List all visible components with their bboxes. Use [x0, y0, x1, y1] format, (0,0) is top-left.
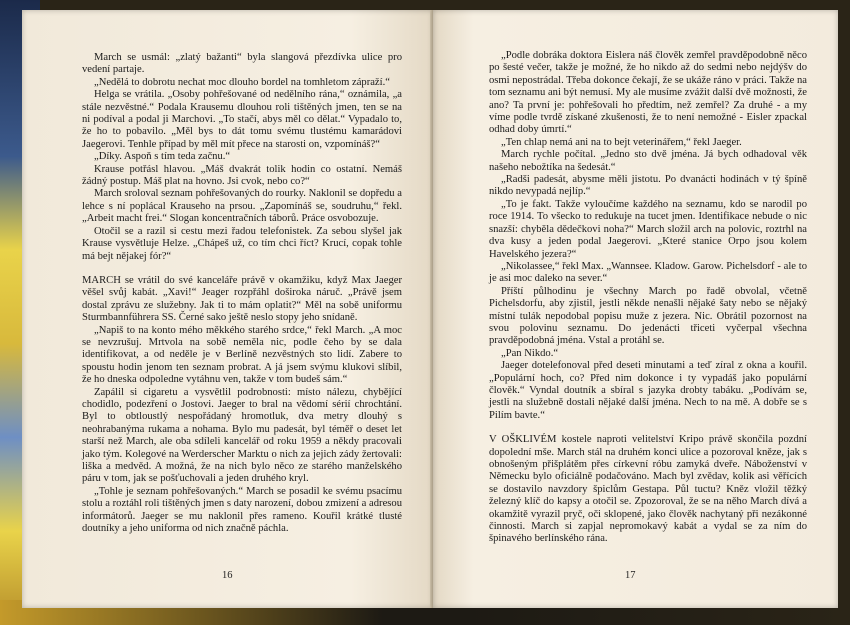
paragraph: „To je fakt. Takže vyloučíme každého na seznamu, kdo se narodil po roce 1914. To všecko to redukuje na tucet jmen. Identifikace nebude o nic snazší: chyběla dědečkovi noha?“ March složil arch na polovic, roztrhl na dva kusy a jeden podal Jaegerovi. „Které stanice Orpo jsou kolem Havelského jezera?“ — [489, 198, 807, 260]
paragraph: March sroloval seznam pohřešovaných do rourky. Naklonil se dopředu a lehce s ní poplácal Krauseho na prsou. „Zapomínáš se, soudruhu,“ řekl. „Arbeit macht frei.“ Slogan koncentračních táborů. Práce osvobozuje. — [82, 188, 402, 225]
paragraph: Jaeger dotelefonoval před deseti minutami a teď zíral z okna a kouřil. „Populární hoch, co? Před nim dokonce i ty vypadáš jako populární člověk.“ Vyndal doutník a sbíral s jazyka drobty tabáku. „Podívám se, jestli na služebně dostali nějaké další jména. Nech to na mě. A dobře se s Pilím bavte.“ — [489, 360, 807, 421]
paragraph: „Nedělá to dobrotu nechat moc dlouho bordel na tomhletom zápraží.“ — [94, 76, 390, 88]
paragraph: Helga se vrátila. „Osoby pohřešované od nedělního rána,“ oznámila, „a stále nezvěstné.“ Podala Krausemu dlouhou roli tištěných jmen, ten se na ni podíval a podal ji Marchovi. „To stačí, abys měl co dělat.“ Vypadalo to, že ho to pobavilo. „Měl bys to dát tomu svému tlustému kamarádovi Jaegerovi. Tenhle případ by měl mít přece na starosti on, vzpomínáš?“ — [82, 89, 402, 150]
paragraph: „Radši padesát, abysme měli jistotu. Po dvanácti hodinách v tý špíně nikdo nevypadá nejlíp.“ — [489, 174, 807, 198]
paragraph: Otočil se a razil si cestu mezi řadou telefonistek. Za sebou slyšel jak Krause vysvětluje Helze. „Chápeš už, co tím chci říct? Krucí, copak tohle má bejt nějakej fór?“ — [82, 225, 402, 262]
paragraph: „Napiš to na konto mého měkkého starého srdce,“ řekl March. „A moc se nevzrušuj. Mrtvola na sobě neměla nic, podle čeho by se dala identifikovat, a od neděle je v Berlíně nezvěstných sto lidí. Zabere to spoustu hodin jenom ten seznam probrat. A já jsem svýmu klukovi slíbil, že ho dneska odpoledne vytáhnu ven, takže v tom budeš sám.“ — [82, 324, 402, 386]
page-number: 17 — [625, 570, 636, 581]
right-page-text — [489, 50, 807, 546]
paragraph: „Pan Nikdo.“ — [501, 347, 559, 359]
paragraph: Zapálil si cigaretu a vysvětlil podrobnosti: místo nálezu, chybějící chodidlo, podezření o Jostovi. Jaeger to bral na vědomí sérií chrochtání. Byl to obtloustlý nespořádaný hromotluk, dva metry dlouhý s neohrabanýma rukama a nohama. Bylo mu padesát, byl téměř o deset let starší než March, ale oba sdíleli kancelář od roku 1959 a někdy pracovali jako tým. Kolegové na Werderscher Marktu o nich za jejich zády žertovali: liška a medvěd. A možná, že na nich bylo něco ze starého manželského páru v tom, jak se pošťuchovali a jeden druhého kryl. — [82, 386, 402, 485]
paragraph: „Tohle je seznam pohřešovaných.“ March se posadil ke svému psacímu stolu a roztáhl roli tištěných jmen s daty narození, dobou zmizení a adresou informátorů. Jaeger se mu naklonil přes rameno. Kouřil krátké tlusté doutníky a jeho uniforma od nich značně páchla. — [82, 485, 402, 535]
section-start-paragraph: V OŠKLIVÉM kostele naproti velitelství Kripo právě skončila pozdní dopolední mše. March stál na druhém konci ulice a pozoroval kněze, jak s obnošeným přišplátěm přes církevní róbu zamyká dveře. Náboženství v Německu bylo oficiálně podačováno. Mach byl zvědav, kolik asi věřících se dostavilo navzdory špiclům Gestapa. Půl tuctu? Kněz vložil těžký železný klíč do kapsy a otočil se. Zpozoroval, že se na něho March dívá a okamžitě vyrazil pryč, oči sklopené, jako člověk nachytaný při nezákonné činnosti. March si zapjal nepromokavý kabát a vydal se za ním do špinavého berlínského rána. — [489, 434, 807, 545]
paragraph: „Nikolassee,“ řekl Max. „Wannsee. Kladow. Garow. Pichelsdorf - ale to je asi moc daleko na sever.“ — [489, 260, 807, 285]
right-page — [433, 10, 838, 608]
paragraph: „Podle dobráka doktora Eislera náš člověk zemřel pravděpodobně něco po šesté večer, takže je možné, že ho nikdo až do sedmi nebo nejdýšv do osmi nepostrádal. Třeba dokonce čekají, že se ukáže ráno v práci. Takže na tom seznamu ani být nemusí. My ale musíme zvážit další dvě možnosti, že ano? Ta první je: pohřešovali ho předtím, než zemřel? Za druhé - a my víme podle tvrdě získané zkušenosti, že to není nemožné - Eisler zpackal odhad doby úmrtí.“ — [489, 50, 808, 136]
left-page-text — [82, 52, 402, 535]
section-start-paragraph: MARCH se vrátil do své kanceláře právě v okamžiku, když Max Jaeger věšel svůj kabát. „Xavi!“ Jeager rozpřáhl doširoka náruč. „Právě jsem dostal zprávu ze služebny. Jak ti to mám oplatit?“ Měl na sobě uniformu Sturmbannführera SS. Černé sako ještě neslo stopy jeho snídaně. — [82, 274, 402, 324]
paragraph: Příští půlhodinu je všechny March po řadě obvolal, včetně Pichelsdorfu, aby zjistil, jestli někde nenašli nějaké šaty nebo se nějaký místní tulák nepodobal popisu muže z jezera. Nic. Obrátil pozornost na svou polovinu seznamu. Do jedenácti třiceti vyčerpal všechna pravděpodobná jména. Vstal a protáhl se. — [489, 285, 807, 347]
paragraph: „Díky. Aspoň s tím teda začnu.“ — [94, 151, 231, 163]
paragraph: Krause potřásl hlavou. „Máš dvakrát tolik hodin co ostatní. Nemáš žádný postup. Máš plat na hovno. Jsi cvok, nebo co?“ — [82, 163, 402, 188]
left-page — [22, 10, 433, 608]
paragraph: March se usmál: „zlatý bažanti“ byla slangová přezdívka ulice pro vedení partaje. — [82, 52, 402, 76]
paragraph: „Ten chlap nemá ani na to bejt veterinářem,“ řekl Jaeger. — [501, 136, 742, 148]
paragraph: March rychle počítal. „Jedno sto dvě jména. Já bych odhadoval věk našeho nebožtíka na šedesát.“ — [489, 149, 807, 173]
page-number: 16 — [222, 570, 233, 581]
